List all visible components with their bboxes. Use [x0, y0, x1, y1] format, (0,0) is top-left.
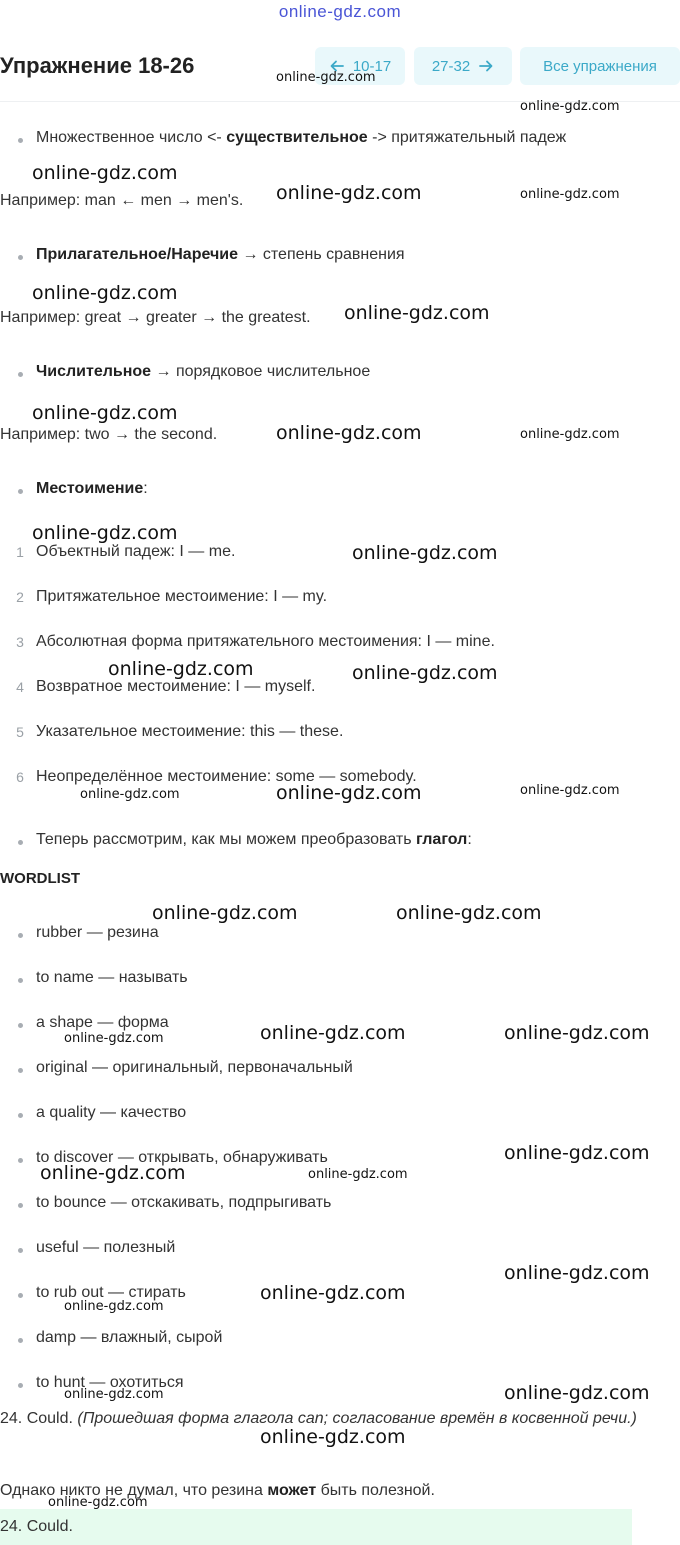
- noun-rule: Множественное число <- существительное -> притяжательный падеж: [36, 129, 567, 146]
- watermark: online-gdz.com: [64, 1387, 164, 1402]
- watermark: online-gdz.com: [32, 402, 178, 424]
- all-exercises-button[interactable]: [520, 47, 680, 85]
- answer-explanation: 24. Could. (Прошедшая форма глагола can; согласование времён в косвенной речи.): [0, 1410, 637, 1427]
- watermark: online-gdz.com: [504, 1382, 650, 1404]
- watermark: online-gdz.com: [260, 1426, 406, 1448]
- watermark: online-gdz.com: [520, 187, 620, 202]
- wordlist-item: useful — полезный: [36, 1239, 176, 1256]
- pronoun-item: Указательное местоимение: this — these.: [36, 723, 344, 740]
- site-logo[interactable]: online-gdz.com: [278, 2, 402, 21]
- answer-highlight: 24. Could.: [0, 1509, 632, 1545]
- adjective-rule: Прилагательное/Наречие → степень сравнения: [36, 246, 405, 263]
- wordlist-item: damp — влажный, сырой: [36, 1329, 223, 1346]
- watermark: online-gdz.com: [40, 1162, 186, 1184]
- watermark: online-gdz.com: [276, 70, 376, 85]
- wordlist-item: to discover — открывать, обнаруживать: [36, 1149, 328, 1166]
- watermark: online-gdz.com: [64, 1299, 164, 1314]
- noun-example: Например: man ← men → men's.: [0, 192, 244, 209]
- watermark: online-gdz.com: [260, 1282, 406, 1304]
- all-exercises-label: Все упражнения: [543, 57, 657, 75]
- pronoun-item: Притяжательное местоимение: I — my.: [36, 588, 328, 605]
- watermark: online-gdz.com: [64, 1031, 164, 1046]
- numeral-example: Например: two → the second.: [0, 426, 218, 443]
- wordlist-item: a quality — качество: [36, 1104, 187, 1121]
- page-title: Упражнение 18-26: [0, 53, 195, 78]
- bullet-dot: [18, 1383, 23, 1388]
- watermark: online-gdz.com: [520, 783, 620, 798]
- watermark: online-gdz.com: [504, 1262, 650, 1284]
- watermark: online-gdz.com: [504, 1022, 650, 1044]
- list-number: 4: [16, 679, 24, 695]
- bullet-dot: [18, 978, 23, 983]
- watermark: online-gdz.com: [276, 182, 422, 204]
- list-number: 6: [16, 769, 24, 785]
- pronoun-item: Неопределённое местоимение: some — somebody.: [36, 768, 417, 785]
- bullet-dot: [18, 489, 23, 494]
- watermark: online-gdz.com: [32, 162, 178, 184]
- watermark: online-gdz.com: [308, 1167, 408, 1182]
- list-number: 2: [16, 589, 24, 605]
- bullet-dot: [18, 1203, 23, 1208]
- watermark: online-gdz.com: [276, 422, 422, 444]
- bullet-dot: [18, 255, 23, 260]
- bullet-dot: [18, 1113, 23, 1118]
- wordlist-item: a shape — форма: [36, 1014, 169, 1031]
- numeral-rule: Числительное → порядковое числительное: [36, 363, 371, 380]
- wordlist-item: to rub out — стирать: [36, 1284, 186, 1301]
- pronoun-rule: Местоимение:: [36, 480, 148, 497]
- answer-translation: Однако никто не думал, что резина может быть полезной.: [0, 1482, 435, 1499]
- watermark: online-gdz.com: [32, 522, 178, 544]
- wordlist-title: WORDLIST: [0, 870, 80, 887]
- prev-exercises-label: 10-17: [352, 57, 392, 75]
- arrow-right-icon: [478, 58, 494, 74]
- watermark: online-gdz.com: [152, 902, 298, 924]
- next-exercises-button[interactable]: [414, 47, 512, 85]
- list-number: 3: [16, 634, 24, 650]
- pronoun-item: Возвратное местоимение: I — myself.: [36, 678, 316, 695]
- bullet-dot: [18, 1338, 23, 1343]
- wordlist-item: rubber — резина: [36, 924, 159, 941]
- bullet-dot: [18, 1068, 23, 1073]
- list-number: 5: [16, 724, 24, 740]
- watermark: online-gdz.com: [108, 658, 254, 680]
- watermark: online-gdz.com: [260, 1022, 406, 1044]
- watermark: online-gdz.com: [344, 302, 490, 324]
- next-exercises-label: 27-32: [431, 57, 471, 75]
- pronoun-item: Абсолютная форма притяжательного местоимения: I — mine.: [36, 633, 495, 650]
- watermark: online-gdz.com: [32, 282, 178, 304]
- bullet-dot: [18, 1158, 23, 1163]
- bullet-dot: [18, 840, 23, 845]
- watermark: online-gdz.com: [520, 99, 620, 114]
- watermark: online-gdz.com: [352, 662, 498, 684]
- list-number: 1: [16, 544, 24, 560]
- adjective-example: Например: great → greater → the greatest.: [0, 309, 311, 326]
- watermark: online-gdz.com: [396, 902, 542, 924]
- wordlist-item: to name — называть: [36, 969, 188, 986]
- watermark: online-gdz.com: [520, 427, 620, 442]
- wordlist-item: original — оригинальный, первоначальный: [36, 1059, 353, 1076]
- wordlist-item: to hunt — охотиться: [36, 1374, 184, 1391]
- wordlist-item: to bounce — отскакивать, подпрыгивать: [36, 1194, 332, 1211]
- watermark: online-gdz.com: [48, 1495, 148, 1510]
- watermark: online-gdz.com: [352, 542, 498, 564]
- bullet-dot: [18, 1293, 23, 1298]
- bullet-dot: [18, 1023, 23, 1028]
- bullet-dot: [18, 933, 23, 938]
- watermark: online-gdz.com: [504, 1142, 650, 1164]
- bullet-dot: [18, 372, 23, 377]
- bullet-dot: [18, 138, 23, 143]
- bullet-dot: [18, 1248, 23, 1253]
- watermark: online-gdz.com: [80, 787, 180, 802]
- watermark: online-gdz.com: [276, 782, 422, 804]
- pronoun-item: Объектный падеж: I — me.: [36, 543, 236, 560]
- verb-rule: Теперь рассмотрим, как мы можем преобразовать глагол:: [36, 831, 472, 848]
